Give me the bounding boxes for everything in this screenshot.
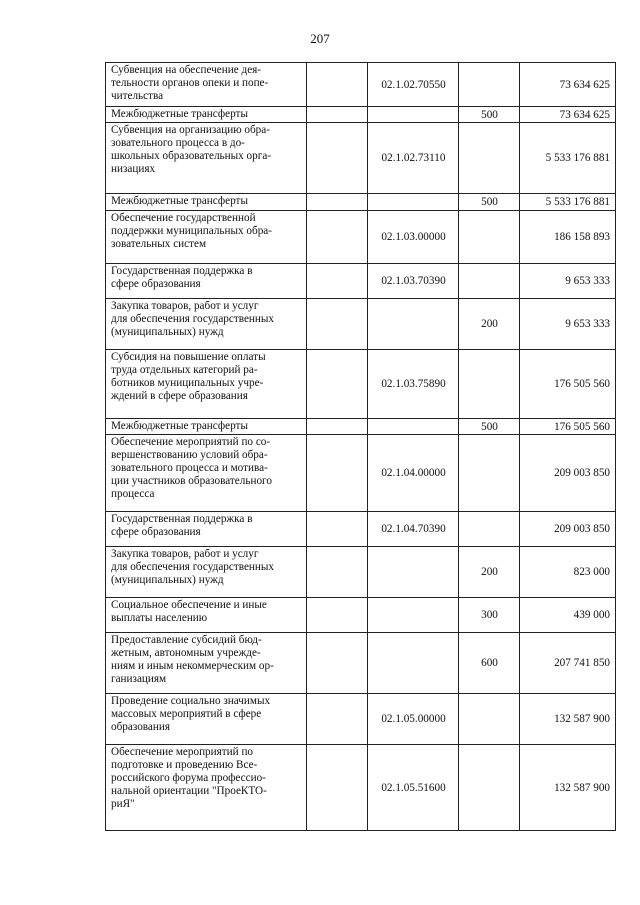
target-code-cell: 02.1.02.70550 (368, 63, 459, 107)
item-name-line: Обеспечение государственной (111, 212, 256, 224)
item-name (106, 107, 307, 123)
item-name-line: поддержки муниципальных обра- (111, 225, 272, 237)
item-name-line: сфере образования (111, 526, 201, 538)
program-cell (307, 598, 368, 633)
program-cell (307, 63, 368, 107)
item-name-line: Государственная поддержка в (111, 265, 253, 277)
amount-cell: 5 533 176 881 (520, 194, 616, 211)
item-name-line: Обеспечение мероприятий по со- (111, 436, 271, 448)
item-name-line: (муниципальных) нужд (111, 574, 224, 586)
target-code-cell: 02.1.05.00000 (368, 694, 459, 745)
target-code-cell: 02.1.05.51600 (368, 745, 459, 831)
item-name-line: зовательного процесса и мотива- (111, 462, 268, 474)
amount-cell: 439 000 (520, 598, 616, 633)
program-cell (307, 419, 368, 435)
target-code-cell (368, 299, 459, 350)
program-cell (307, 745, 368, 831)
item-name (106, 633, 307, 694)
item-name-line: ниям и иным некоммерческим ор- (111, 660, 274, 672)
amount-cell: 9 653 333 (520, 264, 616, 299)
amount-cell: 209 003 850 (520, 512, 616, 547)
item-name-line: жетным, автономным учрежде- (111, 647, 261, 659)
table-row (106, 350, 616, 419)
amount-cell: 176 505 560 (520, 350, 616, 419)
table-row (106, 598, 616, 633)
program-cell (307, 512, 368, 547)
target-code-cell: 02.1.02.73110 (368, 123, 459, 194)
item-name-line: Закупка товаров, работ и услуг (111, 548, 259, 560)
budget-table-body (106, 63, 616, 831)
program-cell (307, 547, 368, 598)
item-name-line: процесса (111, 488, 155, 500)
item-name-line: Государственная поддержка в (111, 513, 253, 525)
expense-type-cell: 300 (459, 598, 520, 633)
item-name-line: сфере образования (111, 278, 201, 290)
item-name (106, 512, 307, 547)
item-name (106, 264, 307, 299)
amount-cell: 823 000 (520, 547, 616, 598)
target-code-cell: 02.1.03.00000 (368, 211, 459, 264)
item-name (106, 745, 307, 831)
amount-cell: 132 587 900 (520, 745, 616, 831)
item-name-line: риЯ" (111, 798, 135, 810)
item-name-line: Обеспечение мероприятий по (111, 746, 254, 758)
target-code-cell (368, 419, 459, 435)
target-code-cell (368, 107, 459, 123)
table-row (106, 435, 616, 512)
amount-cell: 73 634 625 (520, 107, 616, 123)
item-name (106, 435, 307, 512)
amount-cell: 209 003 850 (520, 435, 616, 512)
program-cell (307, 123, 368, 194)
target-code-cell (368, 633, 459, 694)
item-name-line: нальной ориентации "ПроеКТО- (111, 785, 267, 797)
program-cell (307, 264, 368, 299)
item-name-line: Межбюджетные трансферты (111, 420, 248, 432)
item-name-line: Предоставление субсидий бюд- (111, 634, 262, 646)
item-name-line: Межбюджетные трансферты (111, 195, 248, 207)
table-row (106, 299, 616, 350)
item-name-line: Межбюджетные трансферты (111, 108, 248, 120)
expense-type-cell: 600 (459, 633, 520, 694)
program-cell (307, 211, 368, 264)
item-name (106, 598, 307, 633)
expense-type-cell (459, 211, 520, 264)
table-row (106, 63, 616, 107)
amount-cell: 73 634 625 (520, 63, 616, 107)
amount-cell: 5 533 176 881 (520, 123, 616, 194)
page-number: 207 (310, 31, 330, 46)
target-code-cell: 02.1.04.00000 (368, 435, 459, 512)
expense-type-cell: 500 (459, 419, 520, 435)
amount-cell: 132 587 900 (520, 694, 616, 745)
item-name-line: выплаты населению (111, 612, 208, 624)
item-name-line: зовательных систем (111, 238, 207, 250)
item-name-line: подготовке и проведению Все- (111, 759, 258, 771)
target-code-cell: 02.1.03.75890 (368, 350, 459, 419)
expense-type-cell (459, 63, 520, 107)
target-code-cell: 02.1.04.70390 (368, 512, 459, 547)
item-name-line: Проведение социально значимых (111, 695, 271, 707)
target-code-cell (368, 194, 459, 211)
target-code-cell (368, 598, 459, 633)
program-cell (307, 107, 368, 123)
table-row (106, 547, 616, 598)
amount-cell: 207 741 850 (520, 633, 616, 694)
item-name-line: Субсидия на повышение оплаты (111, 351, 266, 363)
target-code-cell (368, 547, 459, 598)
item-name-line: Субвенция на обеспечение дея- (111, 64, 262, 76)
program-cell (307, 299, 368, 350)
item-name (106, 419, 307, 435)
expense-type-cell (459, 694, 520, 745)
item-name-line: ждений в сфере образования (111, 390, 248, 402)
table-row (106, 694, 616, 745)
program-cell (307, 194, 368, 211)
item-name-line: для обеспечения государственных (111, 561, 275, 573)
item-name-line: российского форума профессио- (111, 772, 266, 784)
expense-type-cell: 500 (459, 107, 520, 123)
program-cell (307, 694, 368, 745)
item-name-line: школьных образовательных орга- (111, 150, 272, 162)
item-name-line: для обеспечения государственных (111, 313, 275, 325)
program-cell (307, 435, 368, 512)
expense-type-cell (459, 512, 520, 547)
item-name (106, 194, 307, 211)
item-name-line: (муниципальных) нужд (111, 326, 224, 338)
program-cell (307, 350, 368, 419)
item-name-line: Социальное обеспечение и иные (111, 599, 267, 611)
expense-type-cell (459, 264, 520, 299)
item-name-line: ботников муниципальных учре- (111, 377, 264, 389)
expense-type-cell (459, 123, 520, 194)
item-name-line: вершенствованию условий обра- (111, 449, 268, 461)
item-name-line: зовательного процесса в до- (111, 137, 245, 149)
item-name (106, 123, 307, 194)
table-row (106, 194, 616, 211)
target-code-cell: 02.1.03.70390 (368, 264, 459, 299)
item-name (106, 211, 307, 264)
item-name-line: ганизациям (111, 673, 167, 685)
item-name (106, 63, 307, 107)
table-row (106, 745, 616, 831)
item-name-line: массовых мероприятий в сфере (111, 708, 262, 720)
table-row (106, 512, 616, 547)
item-name-line: труда отдельных категорий ра- (111, 364, 258, 376)
table-row (106, 633, 616, 694)
table-row (106, 264, 616, 299)
item-name-line: ции участников образовательного (111, 475, 272, 487)
budget-table (105, 62, 616, 831)
expense-type-cell (459, 350, 520, 419)
item-name-line: образования (111, 721, 171, 733)
item-name-line: чительства (111, 90, 164, 102)
amount-cell: 186 158 893 (520, 211, 616, 264)
item-name (106, 694, 307, 745)
item-name-line: тельности органов опеки и попе- (111, 77, 269, 89)
item-name (106, 299, 307, 350)
item-name-line: низациях (111, 163, 156, 175)
expense-type-cell: 500 (459, 194, 520, 211)
program-cell (307, 633, 368, 694)
item-name (106, 547, 307, 598)
amount-cell: 9 653 333 (520, 299, 616, 350)
item-name-line: Закупка товаров, работ и услуг (111, 300, 259, 312)
table-row (106, 211, 616, 264)
expense-type-cell: 200 (459, 299, 520, 350)
expense-type-cell: 200 (459, 547, 520, 598)
table-row (106, 123, 616, 194)
item-name (106, 350, 307, 419)
item-name-line: Субвенция на организацию обра- (111, 124, 270, 136)
table-row (106, 107, 616, 123)
table-row (106, 419, 616, 435)
amount-cell: 176 505 560 (520, 419, 616, 435)
expense-type-cell (459, 745, 520, 831)
expense-type-cell (459, 435, 520, 512)
